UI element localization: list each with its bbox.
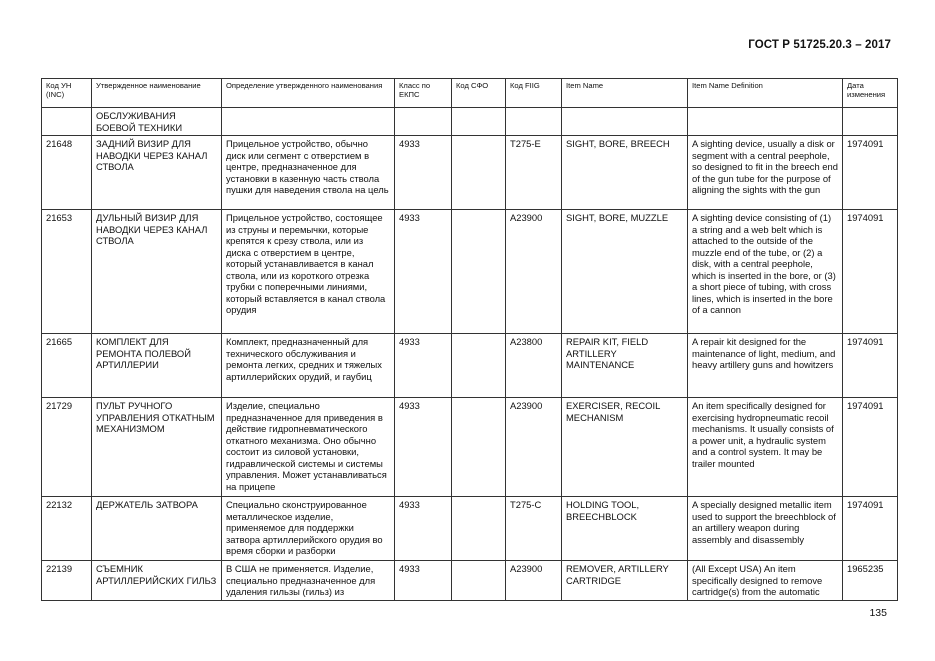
cell-item-name: REMOVER, ARTILLERY CARTRIDGE xyxy=(562,561,688,601)
cell-class: 4933 xyxy=(395,334,452,398)
cell-item-definition: An item specifically designed for exercising hydropneumatic recoil mechanisms. It usually consists of a power unit, a hydraulic system and a control system. It may be trailer mounted xyxy=(688,398,843,497)
col-header-change-date: Дата изменения xyxy=(843,79,898,108)
cell-class: 4933 xyxy=(395,210,452,334)
cell-inc xyxy=(42,108,92,136)
col-header-fiig-code: Код FIIG xyxy=(506,79,562,108)
table-row xyxy=(42,398,898,497)
col-header-item-name: Item Name xyxy=(562,79,688,108)
cell-fiig: A23800 xyxy=(506,334,562,398)
cell-inc: 22132 xyxy=(42,497,92,561)
cell-fiig: T275-C xyxy=(506,497,562,561)
cell-approved-name: КОМПЛЕКТ ДЛЯ РЕМОНТА ПОЛЕВОЙ АРТИЛЛЕРИИ xyxy=(92,334,222,398)
table-body xyxy=(42,108,898,601)
cell-inc: 22139 xyxy=(42,561,92,601)
cell-definition-ru xyxy=(222,108,395,136)
cell-sfo xyxy=(452,136,506,210)
cell-item-definition: A repair kit designed for the maintenance of light, medium, and heavy artillery guns and howitzers xyxy=(688,334,843,398)
table-row xyxy=(42,497,898,561)
cell-change-date xyxy=(843,108,898,136)
cell-definition-ru: Прицельное устройство, обычно диск или сегмент с отверстием в центре, предназначенное для установки в казенную часть ствола пушки для наведения ствола на цель xyxy=(222,136,395,210)
cell-approved-name: ДЕРЖАТЕЛЬ ЗАТВОРА xyxy=(92,497,222,561)
table-row xyxy=(42,136,898,210)
cell-definition-ru: Специально сконструированное металлическое изделие, применяемое для поддержки затвора артиллерийского орудия во время сборки и разборки xyxy=(222,497,395,561)
cell-change-date: 1965235 xyxy=(843,561,898,601)
table-header xyxy=(42,79,898,108)
cell-item-name: EXERCISER, RECOIL MECHANISM xyxy=(562,398,688,497)
cell-fiig: T275-E xyxy=(506,136,562,210)
col-header-inc: Код УН (INC) xyxy=(42,79,92,108)
cell-approved-name: СЪЕМНИК АРТИЛЛЕРИЙСКИХ ГИЛЬЗ xyxy=(92,561,222,601)
cell-item-name xyxy=(562,108,688,136)
cell-item-definition: A sighting device consisting of (1) a string and a web belt which is attached to the outside of the muzzle end of the tube, or (2) a disk, with a central peephole, which is inserted in the bore, or (3) a short piece of tubing, with cross lines, which is inserted in the bore of a cannon xyxy=(688,210,843,334)
table-row xyxy=(42,561,898,601)
cell-item-name: HOLDING TOOL, BREECHBLOCK xyxy=(562,497,688,561)
cell-definition-ru: Изделие, специально предназначенное для приведения в действие гидропневматического откатного механизма. Оно обычно состоит из силовой установки, гидравлической системы и системы управления. Может устанавливаться на прицепе xyxy=(222,398,395,497)
cell-change-date: 1974091 xyxy=(843,497,898,561)
cell-fiig: A23900 xyxy=(506,398,562,497)
col-header-class: Класс по ЕКПС xyxy=(395,79,452,108)
document-standard-header: ГОСТ Р 51725.20.3 – 2017 xyxy=(748,39,891,51)
cell-class: 4933 xyxy=(395,136,452,210)
table-row xyxy=(42,210,898,334)
cell-item-name: REPAIR KIT, FIELD ARTILLERY MAINTENANCE xyxy=(562,334,688,398)
cell-definition-ru: Прицельное устройство, состоящее из струны и перемычки, которые крепятся к срезу ствола, или из диска с отверстием в центре, который устанавливается в канал ствола, или из короткого отрезка трубки с поперечными линиями, который вставляется в канал ствола орудия xyxy=(222,210,395,334)
cell-item-name: SIGHT, BORE, MUZZLE xyxy=(562,210,688,334)
cell-fiig: A23900 xyxy=(506,210,562,334)
cell-item-definition xyxy=(688,108,843,136)
cell-item-definition: (All Except USA) An item specifically designed to remove cartridge(s) from the automatic xyxy=(688,561,843,601)
cell-fiig: A23900 xyxy=(506,561,562,601)
cell-approved-name: ЗАДНИЙ ВИЗИР ДЛЯ НАВОДКИ ЧЕРЕЗ КАНАЛ СТВОЛА xyxy=(92,136,222,210)
cell-definition-ru: Комплект, предназначенный для технического обслуживания и ремонта легких, средних и тяжелых артиллерийских орудий, и гаубиц xyxy=(222,334,395,398)
item-name-table xyxy=(41,78,898,601)
col-header-item-name-definition: Item Name Definition xyxy=(688,79,843,108)
cell-class: 4933 xyxy=(395,398,452,497)
cell-inc: 21665 xyxy=(42,334,92,398)
cell-sfo xyxy=(452,497,506,561)
table-row xyxy=(42,108,898,136)
cell-fiig xyxy=(506,108,562,136)
cell-sfo xyxy=(452,398,506,497)
header-row xyxy=(42,79,898,108)
cell-inc: 21729 xyxy=(42,398,92,497)
cell-approved-name: ДУЛЬНЫЙ ВИЗИР ДЛЯ НАВОДКИ ЧЕРЕЗ КАНАЛ СТВОЛА xyxy=(92,210,222,334)
cell-sfo xyxy=(452,334,506,398)
cell-change-date: 1974091 xyxy=(843,398,898,497)
cell-class: 4933 xyxy=(395,497,452,561)
page-number: 135 xyxy=(869,607,887,619)
col-header-approved-name: Утвержденное наименование xyxy=(92,79,222,108)
cell-sfo xyxy=(452,108,506,136)
cell-change-date: 1974091 xyxy=(843,136,898,210)
cell-item-definition: A specially designed metallic item used to support the breechblock of an artillery weapon during assembly and disassembly xyxy=(688,497,843,561)
cell-inc: 21648 xyxy=(42,136,92,210)
col-header-sfo-code: Код СФО xyxy=(452,79,506,108)
col-header-name-definition-ru: Определение утвержденного наименования xyxy=(222,79,395,108)
cell-approved-name: ПУЛЬТ РУЧНОГО УПРАВЛЕНИЯ ОТКАТНЫМ МЕХАНИЗМОМ xyxy=(92,398,222,497)
cell-sfo xyxy=(452,210,506,334)
cell-definition-ru: В США не применяется. Изделие, специально предназначенное для удаления гильзы (гильз) из xyxy=(222,561,395,601)
cell-change-date: 1974091 xyxy=(843,210,898,334)
cell-change-date: 1974091 xyxy=(843,334,898,398)
cell-class xyxy=(395,108,452,136)
cell-approved-name: ОБСЛУЖИВАНИЯ БОЕВОЙ ТЕХНИКИ xyxy=(92,108,222,136)
cell-inc: 21653 xyxy=(42,210,92,334)
cell-class: 4933 xyxy=(395,561,452,601)
cell-item-definition: A sighting device, usually a disk or segment with a central peephole, so designed to fit in the breech end of the gun tube for the purpose of aligning the sights with the gun xyxy=(688,136,843,210)
cell-sfo xyxy=(452,561,506,601)
cell-item-name: SIGHT, BORE, BREECH xyxy=(562,136,688,210)
table-row xyxy=(42,334,898,398)
